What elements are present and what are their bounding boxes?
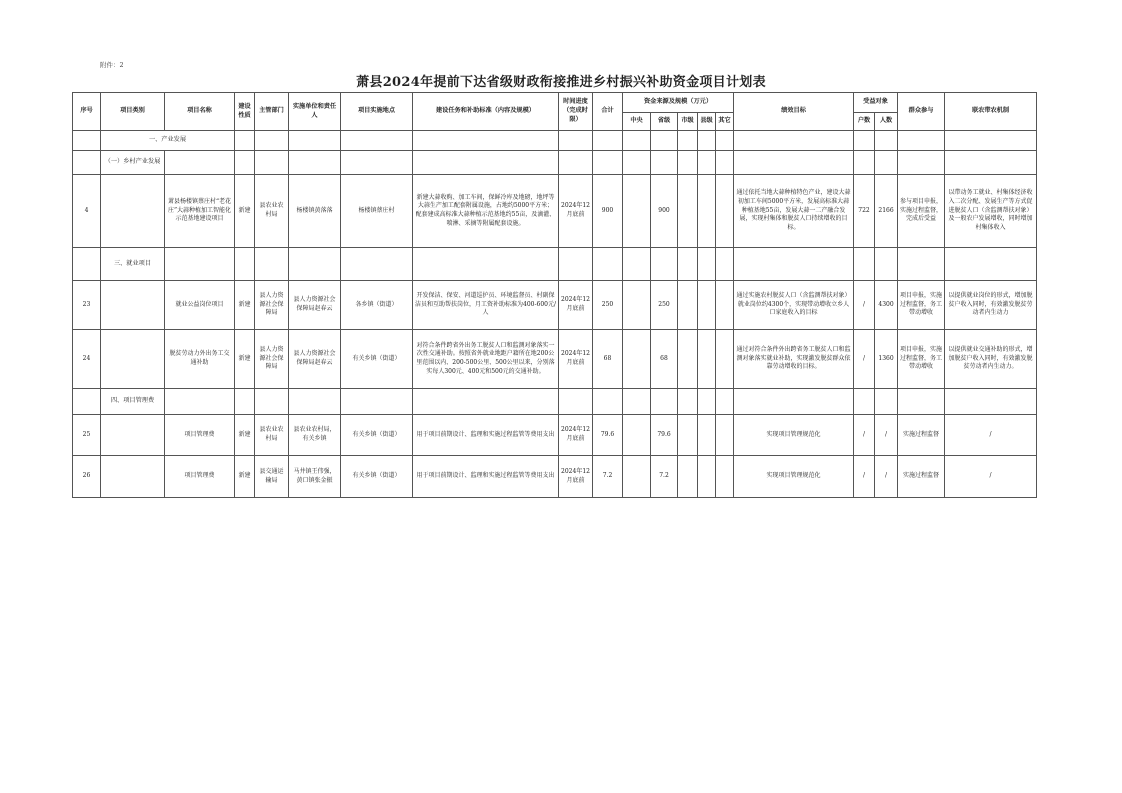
cell-goal: 通过实施农村脱贫人口（含监测帮扶对象）就业岗位约4300个，实现带动增收立乡人口家庭收入的目标 (734, 281, 854, 330)
cell-location: 各乡镇（街道） (341, 281, 413, 330)
cell-seq: 25 (73, 415, 101, 456)
cell-dept: 县交通运输局 (255, 456, 289, 498)
cell-nature: 新建 (235, 415, 255, 456)
col-location-header: 项目实施地点 (341, 93, 413, 131)
project-plan-table (72, 92, 1037, 498)
cell-category (101, 281, 165, 330)
cell-seq: 26 (73, 456, 101, 498)
cell-schedule: 2024年12月底前 (559, 415, 593, 456)
cell-unit: 杨楼镇黄落落 (289, 175, 341, 248)
cell-other (716, 456, 734, 498)
cell-task: 用于项目前期设计、监理和实施过程监管等费用支出 (413, 415, 559, 456)
section-row (73, 248, 1037, 281)
cell-participation: 实施过程监督 (898, 415, 945, 456)
col-county-header: 县级 (698, 113, 716, 131)
cell-category (101, 415, 165, 456)
cell-total: 900 (593, 175, 623, 248)
section-row (73, 389, 1037, 415)
cell-city (678, 415, 698, 456)
cell-seq: 23 (73, 281, 101, 330)
col-beneficiary-header: 受益对象 (854, 93, 898, 113)
cell-schedule: 2024年12月底前 (559, 281, 593, 330)
cell-dept: 县农业农村局 (255, 415, 289, 456)
cell-province: 68 (651, 330, 678, 389)
cell-dept: 县人力资源社会保障局 (255, 330, 289, 389)
cell-seq: 24 (73, 330, 101, 389)
cell-seq: 4 (73, 175, 101, 248)
table-row (73, 281, 1037, 330)
cell-persons: / (875, 415, 898, 456)
col-other-header: 其它 (716, 113, 734, 131)
cell-mechanism: / (945, 415, 1037, 456)
cell-county (698, 456, 716, 498)
cell-schedule: 2024年12月底前 (559, 175, 593, 248)
cell-province: 250 (651, 281, 678, 330)
col-seq-header: 序号 (73, 93, 101, 131)
col-unit-header: 实施单位和责任人 (289, 93, 341, 131)
cell-unit: 县农业农村局，有关乡镇 (289, 415, 341, 456)
cell-central (623, 456, 651, 498)
cell-participation: 项目申报，实施过程监督，务工带动增收 (898, 281, 945, 330)
cell-nature: 新建 (235, 281, 255, 330)
cell-mechanism: 以提供就业交通补助的形式，增加脱贫户收入同时，有效激发脱贫劳动者内生动力。 (945, 330, 1037, 389)
cell-unit: 县人力资源社会保障局赵春云 (289, 330, 341, 389)
cell-city (678, 281, 698, 330)
cell-households: 722 (854, 175, 875, 248)
cell-location: 杨楼镇蔡庄村 (341, 175, 413, 248)
cell-location: 有关乡镇（街道） (341, 415, 413, 456)
col-dept-header: 主管部门 (255, 93, 289, 131)
col-province-header: 省级 (651, 113, 678, 131)
cell-category (101, 175, 165, 248)
cell-total: 250 (593, 281, 623, 330)
cell-name: 项目管理费 (165, 415, 235, 456)
cell-county (698, 281, 716, 330)
col-total-header: 合计 (593, 93, 623, 131)
section-title: 一、产业发展 (101, 131, 235, 151)
cell-persons: / (875, 456, 898, 498)
section-row (73, 131, 1037, 151)
col-task-header: 建设任务和补助标准（内容及规模） (413, 93, 559, 131)
cell-county (698, 330, 716, 389)
table-row (73, 175, 1037, 248)
cell-location: 有关乡镇（街道） (341, 330, 413, 389)
cell-province: 7.2 (651, 456, 678, 498)
col-name-header: 项目名称 (165, 93, 235, 131)
cell-nature: 新建 (235, 175, 255, 248)
section-title: 三、就业项目 (101, 248, 165, 281)
cell-participation: 项目申报，实施过程监督，务工带动增收 (898, 330, 945, 389)
header-row-1 (73, 93, 1037, 113)
cell-central (623, 330, 651, 389)
col-funds-header: 资金来源及规模（万元） (623, 93, 734, 113)
cell-task: 开发保洁、保安、河道巡护员、环境监督员、村副保洁员和互助帮扶岗位，月工资补助标准为400-600元/人 (413, 281, 559, 330)
cell-total: 7.2 (593, 456, 623, 498)
cell-nature: 新建 (235, 330, 255, 389)
annex-label: 附件：2 (100, 61, 124, 69)
table-row (73, 415, 1037, 456)
table-row (73, 456, 1037, 498)
document-title: 萧县2024年提前下达省级财政衔接推进乡村振兴补助资金项目计划表 (356, 75, 766, 90)
cell-other (716, 415, 734, 456)
col-persons-header: 人数 (875, 113, 898, 131)
cell-province: 900 (651, 175, 678, 248)
table-row (73, 330, 1037, 389)
cell-category (101, 456, 165, 498)
section-title: 四、项目管理费 (101, 389, 165, 415)
cell-central (623, 281, 651, 330)
cell-name: 脱贫劳动力外出务工交通补助 (165, 330, 235, 389)
col-central-header: 中央 (623, 113, 651, 131)
cell-dept: 县人力资源社会保障局 (255, 281, 289, 330)
cell-other (716, 281, 734, 330)
cell-province: 79.6 (651, 415, 678, 456)
col-goal-header: 绩效目标 (734, 93, 854, 131)
cell-other (716, 175, 734, 248)
cell-goal: 实现项目管理规范化 (734, 415, 854, 456)
cell-city (678, 456, 698, 498)
cell-households: / (854, 456, 875, 498)
cell-city (678, 330, 698, 389)
cell-goal: 通过依托当地大蒜种植特色产业，建设大蒜初加工车间5000平方米，发展高标准大蒜种植基地55亩，发展大蒜一二产融合发展，实现村集体和脱贫人口持续增收的目标。 (734, 175, 854, 248)
col-city-header: 市级 (678, 113, 698, 131)
cell-schedule: 2024年12月底前 (559, 330, 593, 389)
cell-category (101, 330, 165, 389)
cell-persons: 4300 (875, 281, 898, 330)
cell-unit: 县人力资源社会保障局赵春云 (289, 281, 341, 330)
col-households-header: 户数 (854, 113, 875, 131)
cell-central (623, 175, 651, 248)
col-mechanism-header: 联农带农机制 (945, 93, 1037, 131)
cell-mechanism: / (945, 456, 1037, 498)
section-row (73, 151, 1037, 175)
cell-total: 79.6 (593, 415, 623, 456)
col-category-header: 项目类别 (101, 93, 165, 131)
col-schedule-header: 时间进度（完成时限） (559, 93, 593, 131)
cell-goal: 实现项目管理规范化 (734, 456, 854, 498)
cell-name: 就业公益岗位项目 (165, 281, 235, 330)
cell-total: 68 (593, 330, 623, 389)
cell-central (623, 415, 651, 456)
cell-county (698, 415, 716, 456)
cell-households: / (854, 330, 875, 389)
cell-persons: 1360 (875, 330, 898, 389)
subsection-title: （一）乡村产业发展 (101, 151, 165, 175)
cell-unit: 马井镇王伟强，黄口镇张金振 (289, 456, 341, 498)
cell-task: 新建大蒜收购、加工车间，保鲜冷库及地磅，地坪等大蒜生产加工配套附属设施，占地约5000平方米；配套建成高标准大蒜种植示范基地约55亩，及滴灌、喷淋、采摘等附属配套设施。 (413, 175, 559, 248)
cell-participation: 参与项目申报，实施过程监督，完成后受益 (898, 175, 945, 248)
cell-goal: 通过对符合条件外出跨省务工脱贫人口和监测对象落实就业补助，实现激发脱贫群众依靠劳动增收的目标。 (734, 330, 854, 389)
cell-households: / (854, 281, 875, 330)
cell-task: 对符合条件跨省外出务工脱贫人口和监测对象落实一次性交通补助。按照省外就业地距户籍所在地200公里范围以内、200-500公里、500公里以来，分别落实每人300元、400元和500元的交通补助。 (413, 330, 559, 389)
cell-task: 用于项目前期设计、监理和实施过程监管等费用支出 (413, 456, 559, 498)
cell-participation: 实施过程监督 (898, 456, 945, 498)
cell-households: / (854, 415, 875, 456)
cell-location: 有关乡镇（街道） (341, 456, 413, 498)
cell-mechanism: 以提供就业岗位的形式，增加脱贫户收入同时，有效激发脱贫劳动者内生动力 (945, 281, 1037, 330)
cell-name: 项目管理费 (165, 456, 235, 498)
cell-nature: 新建 (235, 456, 255, 498)
col-participation-header: 群众参与 (898, 93, 945, 131)
cell-schedule: 2024年12月底前 (559, 456, 593, 498)
cell-name: 萧县杨楼镇蔡庄村“老花庄”大蒜种植加工智能化示范基地建设项目 (165, 175, 235, 248)
cell-county (698, 175, 716, 248)
cell-mechanism: 以带动务工就业、村集体经济收入二次分配、发展生产等方式促进脱贫人口（含监测帮扶对象）及一般农户发展增收，同时增加村集体收入 (945, 175, 1037, 248)
cell-city (678, 175, 698, 248)
cell-other (716, 330, 734, 389)
col-nature-header: 建设性质 (235, 93, 255, 131)
cell-persons: 2166 (875, 175, 898, 248)
cell-dept: 县农业农村局 (255, 175, 289, 248)
